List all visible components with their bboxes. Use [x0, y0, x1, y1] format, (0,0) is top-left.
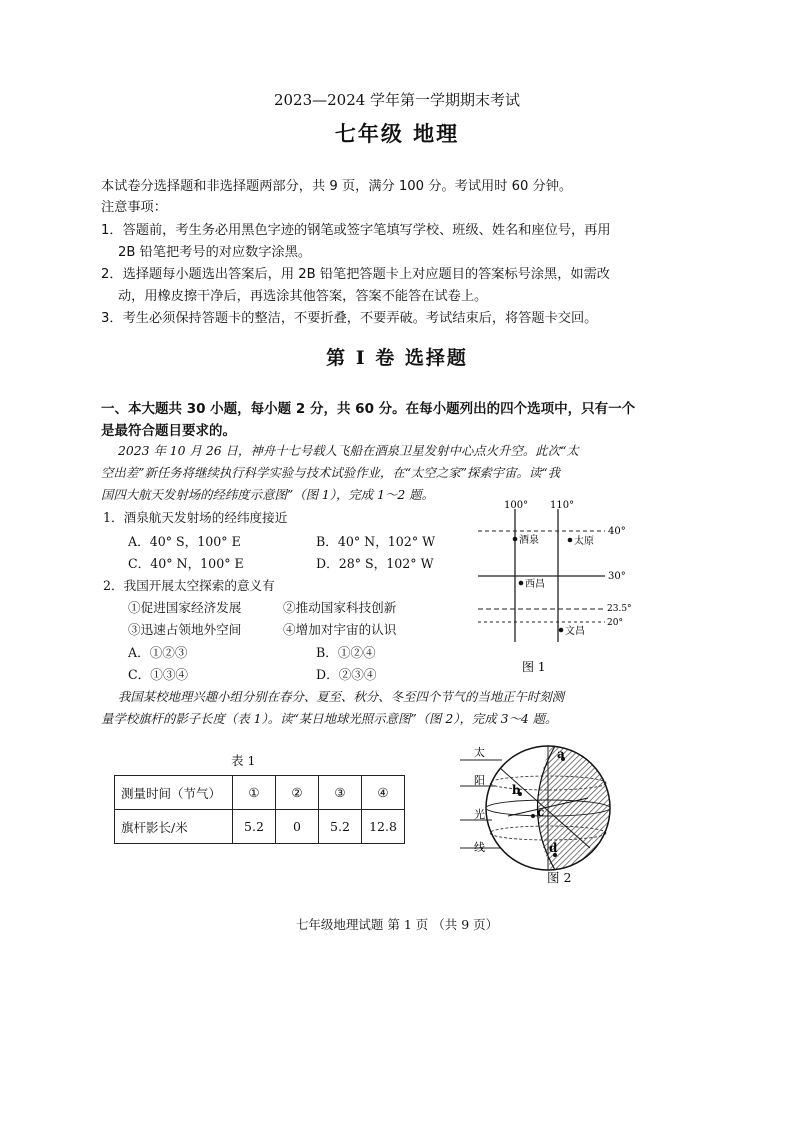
notice-title: 注意事项：	[101, 200, 167, 215]
site-marker-wenchang	[559, 628, 564, 633]
q1-option-b: B．40° N，102° W	[316, 534, 436, 549]
point-a-label: a	[557, 747, 565, 761]
table-1-caption: 表 1	[231, 753, 256, 768]
night-hemisphere	[538, 738, 621, 878]
note-line: 2B 铅笔把考号的对应数字涂黑。	[118, 245, 312, 260]
table-column-header: ②	[276, 776, 319, 810]
note-line: 1．答题前，考生务必用黑色字迹的钢笔或签字笔填写学校、班级、姓名和座位号，再用	[101, 223, 611, 238]
site-marker-jiuquan	[513, 537, 518, 542]
passage-line: 量学校旗杆的影子长度（表 1）。读“某日地球光照示意图”（图 2），完成 3～4 题。	[101, 711, 558, 726]
lat-label-23-5: 23.5°	[607, 604, 632, 614]
lat-label-30: 30°	[608, 571, 626, 582]
site-marker-xichang	[519, 581, 524, 586]
point-c-label: c	[537, 805, 545, 819]
q1-option-c: C．40° N，100° E	[128, 556, 244, 571]
lon-label-110: 110°	[550, 500, 575, 511]
figure-1-caption: 图 1	[522, 660, 546, 674]
q2-option-c: C．①③④	[128, 667, 189, 682]
note-line: 2．选择题每小题选出答案后，用 2B 铅笔把答题卡上对应题目的答案标号涂黑，如需改	[101, 267, 610, 282]
q2-item: ③迅速占领地外空间	[128, 622, 242, 637]
note-line: 3．考生必须保持答题卡的整洁，不要折叠，不要弄破。考试结束后，将答题卡交回。	[101, 311, 598, 326]
table-cell: 5.2	[233, 810, 276, 844]
table-cell: 0	[276, 810, 319, 844]
subject-title: 七年级 地理	[334, 121, 460, 146]
point-c-marker	[531, 814, 535, 818]
passage-line: 空出差”新任务将继续执行科学实验与技术试验作业，在“太空之家”探索宇宙。读“我	[101, 465, 561, 480]
passage-line: 2023 年 10 月 26 日，神舟十七号载人飞船在酒泉卫星发射中心点火升空。此次“太	[118, 443, 579, 458]
q2-option-a: A．①②③	[128, 645, 188, 660]
table-cell: 12.8	[362, 810, 405, 844]
exam-title: 2023—2024 学年第一学期期末考试	[273, 91, 521, 109]
table-row	[115, 810, 405, 844]
note-line: 动，用橡皮擦干净后，再选涂其他答案，答案不能答在试卷上。	[118, 289, 488, 304]
exam-summary: 本试卷分选择题和非选择题两部分，共 9 页，满分 100 分。考试用时 60 分钟。	[101, 179, 573, 194]
site-label-jiuquan: 酒泉	[519, 535, 539, 546]
section-instruction: 一、本大题共 30 小题，每小题 2 分，共 60 分。在每小题列出的四个选项中，只有一个	[101, 401, 636, 417]
sunlight-label: 太	[474, 746, 485, 759]
q2-item: ④增加对宇宙的认识	[283, 622, 397, 637]
sunlight-label: 线	[474, 841, 485, 854]
table-column-header: ③	[319, 776, 362, 810]
q2-item: ①促进国家经济发展	[128, 600, 242, 615]
figure-2-earth-illumination	[460, 738, 635, 888]
site-marker-taiyuan	[568, 538, 573, 543]
lon-label-100: 100°	[504, 500, 529, 511]
page-footer: 七年级地理试题 第 1 页 （共 9 页）	[295, 917, 499, 932]
question-2-stem: 2．我国开展太空探索的意义有	[103, 578, 275, 593]
site-label-taiyuan: 太原	[574, 536, 594, 547]
sunlight-label: 光	[474, 808, 485, 821]
lat-label-20: 20°	[607, 618, 623, 628]
table-row-header: 旗杆影长/米	[115, 810, 233, 844]
sunlight-label: 阳	[474, 774, 485, 787]
section-instruction: 是最符合题目要求的。	[101, 423, 236, 439]
table-1	[114, 775, 405, 844]
table-column-header: ①	[233, 776, 276, 810]
table-column-header: ④	[362, 776, 405, 810]
passage-line: 我国某校地理兴趣小组分别在春分、夏至、秋分、冬至四个节气的当地正午时刻测	[118, 689, 565, 704]
q2-item: ②推动国家科技创新	[283, 600, 397, 615]
table-cell: 5.2	[319, 810, 362, 844]
q2-option-b: B．①②④	[316, 645, 376, 660]
figure-2-caption: 图 2	[547, 870, 572, 885]
figure-1-lat-lon-map	[470, 497, 640, 677]
q1-option-a: A．40° S，100° E	[128, 534, 241, 549]
point-b-label: b	[512, 783, 521, 797]
site-label-wenchang: 文昌	[565, 626, 585, 637]
table-row-header: 测量时间（节气）	[115, 776, 233, 810]
q2-option-d: D．②③④	[316, 667, 377, 682]
q1-option-d: D．28° S，102° W	[316, 556, 434, 571]
table-row	[115, 776, 405, 810]
section-title: 第 Ⅰ 卷 选择题	[326, 347, 468, 369]
site-label-xichang: 西昌	[525, 579, 545, 590]
point-d-label: d	[549, 841, 558, 855]
question-1-stem: 1．酒泉航天发射场的经纬度接近	[103, 510, 288, 525]
lat-label-40: 40°	[608, 526, 626, 537]
passage-line: 国四大航天发射场的经纬度示意图”（图 1），完成 1～2 题。	[101, 487, 434, 502]
